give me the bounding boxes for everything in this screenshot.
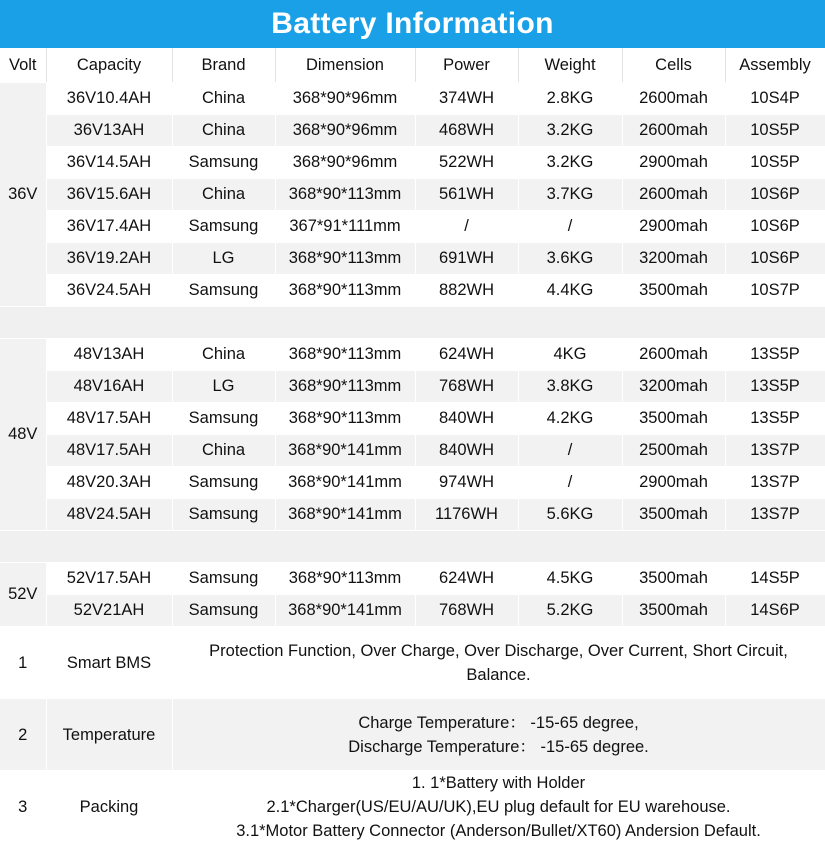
dimension-cell: 368*90*141mm	[275, 435, 415, 467]
feature-number: 3	[0, 771, 46, 844]
weight-cell: 4KG	[518, 339, 622, 371]
weight-cell: 4.2KG	[518, 403, 622, 435]
assembly-cell: 14S6P	[725, 595, 825, 627]
assembly-cell: 10S4P	[725, 83, 825, 115]
page-title: Battery Information	[0, 0, 825, 48]
brand-cell: China	[172, 435, 275, 467]
table-row	[0, 211, 825, 243]
table-row	[0, 435, 825, 467]
feature-line: 1. 1*Battery with Holder	[411, 774, 586, 792]
brand-cell: LG	[172, 243, 275, 275]
assembly-cell: 13S7P	[725, 467, 825, 499]
dimension-cell: 368*90*113mm	[275, 371, 415, 403]
feature-line: Discharge Temperature： -15-65 degree.	[348, 737, 649, 756]
table-row	[0, 275, 825, 307]
power-cell: 974WH	[415, 467, 518, 499]
power-cell: 374WH	[415, 83, 518, 115]
capacity-cell: 36V15.6AH	[46, 179, 172, 211]
weight-cell: 4.4KG	[518, 275, 622, 307]
capacity-cell: 48V20.3AH	[46, 467, 172, 499]
assembly-cell: 13S5P	[725, 403, 825, 435]
cells-cell: 2600mah	[622, 115, 725, 147]
power-cell: 768WH	[415, 371, 518, 403]
brand-cell: China	[172, 339, 275, 371]
brand-cell: Samsung	[172, 211, 275, 243]
dimension-cell: 368*90*96mm	[275, 147, 415, 179]
table-row	[0, 499, 825, 531]
assembly-cell: 10S6P	[725, 179, 825, 211]
assembly-cell: 10S5P	[725, 147, 825, 179]
assembly-cell: 13S5P	[725, 371, 825, 403]
assembly-cell: 14S5P	[725, 563, 825, 595]
table-row	[0, 467, 825, 499]
assembly-cell: 13S7P	[725, 499, 825, 531]
power-cell: 624WH	[415, 339, 518, 371]
feature-number: 1	[0, 627, 46, 699]
weight-cell: 3.2KG	[518, 115, 622, 147]
table-row	[0, 179, 825, 211]
power-cell: 561WH	[415, 179, 518, 211]
weight-cell: /	[518, 211, 622, 243]
weight-cell: 3.2KG	[518, 147, 622, 179]
col-brand: Brand	[172, 48, 275, 83]
weight-cell: 4.5KG	[518, 563, 622, 595]
feature-line: Charge Temperature： -15-65 degree,	[358, 713, 639, 732]
cells-cell: 2600mah	[622, 179, 725, 211]
cells-cell: 2900mah	[622, 467, 725, 499]
header-row	[0, 48, 825, 83]
cells-cell: 3500mah	[622, 563, 725, 595]
dimension-cell: 368*90*96mm	[275, 83, 415, 115]
feature-name: Packing	[46, 771, 172, 844]
cells-cell: 3500mah	[622, 595, 725, 627]
dimension-cell: 368*90*96mm	[275, 115, 415, 147]
brand-cell: Samsung	[172, 563, 275, 595]
feature-line: Protection Function, Over Charge, Over Discharge, Over Current, Short Circuit,	[209, 641, 788, 660]
col-capacity: Capacity	[46, 48, 172, 83]
capacity-cell: 36V14.5AH	[46, 147, 172, 179]
power-cell: 468WH	[415, 115, 518, 147]
brand-cell: Samsung	[172, 147, 275, 179]
assembly-cell: 10S7P	[725, 275, 825, 307]
table-row	[0, 563, 825, 595]
dimension-cell: 368*90*113mm	[275, 563, 415, 595]
cells-cell: 2600mah	[622, 339, 725, 371]
capacity-cell: 48V24.5AH	[46, 499, 172, 531]
capacity-cell: 48V16AH	[46, 371, 172, 403]
capacity-cell: 36V10.4AH	[46, 83, 172, 115]
brand-cell: China	[172, 179, 275, 211]
power-cell: 768WH	[415, 595, 518, 627]
dimension-cell: 368*90*141mm	[275, 499, 415, 531]
cells-cell: 2600mah	[622, 83, 725, 115]
dimension-cell: 368*90*113mm	[275, 243, 415, 275]
capacity-cell: 48V13AH	[46, 339, 172, 371]
feature-name: Temperature	[46, 699, 172, 771]
feature-name: Smart BMS	[46, 627, 172, 699]
table-row	[0, 115, 825, 147]
dimension-cell: 368*90*113mm	[275, 339, 415, 371]
feature-row	[0, 699, 825, 771]
feature-number: 2	[0, 699, 46, 771]
feature-row	[0, 627, 825, 699]
separator-cell	[0, 307, 825, 339]
feature-line: 2.1*Charger(US/EU/AU/UK),EU plug default for EU warehouse.	[266, 798, 731, 816]
assembly-cell: 10S5P	[725, 115, 825, 147]
assembly-cell: 10S6P	[725, 211, 825, 243]
brand-cell: Samsung	[172, 467, 275, 499]
power-cell: /	[415, 211, 518, 243]
separator-cell	[0, 531, 825, 563]
feature-description	[172, 699, 825, 771]
capacity-cell: 48V17.5AH	[46, 403, 172, 435]
table-body	[0, 83, 825, 844]
battery-table	[0, 48, 825, 844]
dimension-cell: 368*90*113mm	[275, 275, 415, 307]
feature-description	[172, 627, 825, 699]
power-cell: 882WH	[415, 275, 518, 307]
volt-cell: 48V	[0, 339, 46, 531]
table-row	[0, 371, 825, 403]
feature-row	[0, 771, 825, 844]
dimension-cell: 368*90*141mm	[275, 595, 415, 627]
cells-cell: 2500mah	[622, 435, 725, 467]
cells-cell: 3500mah	[622, 499, 725, 531]
table-row	[0, 339, 825, 371]
dimension-cell: 368*90*113mm	[275, 179, 415, 211]
col-assembly: Assembly	[725, 48, 825, 83]
table-row	[0, 595, 825, 627]
brand-cell: Samsung	[172, 595, 275, 627]
feature-line: 3.1*Motor Battery Connector (Anderson/Bullet/XT60) Andersion Default.	[236, 822, 761, 840]
feature-line: Balance.	[466, 665, 531, 684]
power-cell: 691WH	[415, 243, 518, 275]
volt-cell: 36V	[0, 83, 46, 307]
group-separator	[0, 307, 825, 339]
table-row	[0, 147, 825, 179]
weight-cell: 3.7KG	[518, 179, 622, 211]
cells-cell: 2900mah	[622, 147, 725, 179]
capacity-cell: 36V24.5AH	[46, 275, 172, 307]
col-power: Power	[415, 48, 518, 83]
brand-cell: China	[172, 83, 275, 115]
capacity-cell: 52V17.5AH	[46, 563, 172, 595]
table-row	[0, 243, 825, 275]
col-cells: Cells	[622, 48, 725, 83]
weight-cell: 5.6KG	[518, 499, 622, 531]
power-cell: 840WH	[415, 435, 518, 467]
power-cell: 522WH	[415, 147, 518, 179]
power-cell: 1176WH	[415, 499, 518, 531]
capacity-cell: 36V13AH	[46, 115, 172, 147]
brand-cell: LG	[172, 371, 275, 403]
cells-cell: 3500mah	[622, 403, 725, 435]
weight-cell: 2.8KG	[518, 83, 622, 115]
power-cell: 624WH	[415, 563, 518, 595]
cells-cell: 3200mah	[622, 371, 725, 403]
col-volt: Volt	[0, 48, 46, 83]
feature-description	[172, 771, 825, 844]
cells-cell: 3500mah	[622, 275, 725, 307]
assembly-cell: 13S7P	[725, 435, 825, 467]
cells-cell: 3200mah	[622, 243, 725, 275]
volt-cell: 52V	[0, 563, 46, 627]
capacity-cell: 48V17.5AH	[46, 435, 172, 467]
weight-cell: 5.2KG	[518, 595, 622, 627]
weight-cell: 3.8KG	[518, 371, 622, 403]
assembly-cell: 10S6P	[725, 243, 825, 275]
capacity-cell: 36V19.2AH	[46, 243, 172, 275]
cells-cell: 2900mah	[622, 211, 725, 243]
brand-cell: Samsung	[172, 403, 275, 435]
weight-cell: 3.6KG	[518, 243, 622, 275]
capacity-cell: 36V17.4AH	[46, 211, 172, 243]
capacity-cell: 52V21AH	[46, 595, 172, 627]
col-weight: Weight	[518, 48, 622, 83]
dimension-cell: 368*90*113mm	[275, 403, 415, 435]
group-separator	[0, 531, 825, 563]
dimension-cell: 368*90*141mm	[275, 467, 415, 499]
weight-cell: /	[518, 467, 622, 499]
weight-cell: /	[518, 435, 622, 467]
table-row	[0, 403, 825, 435]
table-row	[0, 83, 825, 115]
brand-cell: China	[172, 115, 275, 147]
dimension-cell: 367*91*111mm	[275, 211, 415, 243]
brand-cell: Samsung	[172, 499, 275, 531]
col-dimension: Dimension	[275, 48, 415, 83]
assembly-cell: 13S5P	[725, 339, 825, 371]
brand-cell: Samsung	[172, 275, 275, 307]
power-cell: 840WH	[415, 403, 518, 435]
